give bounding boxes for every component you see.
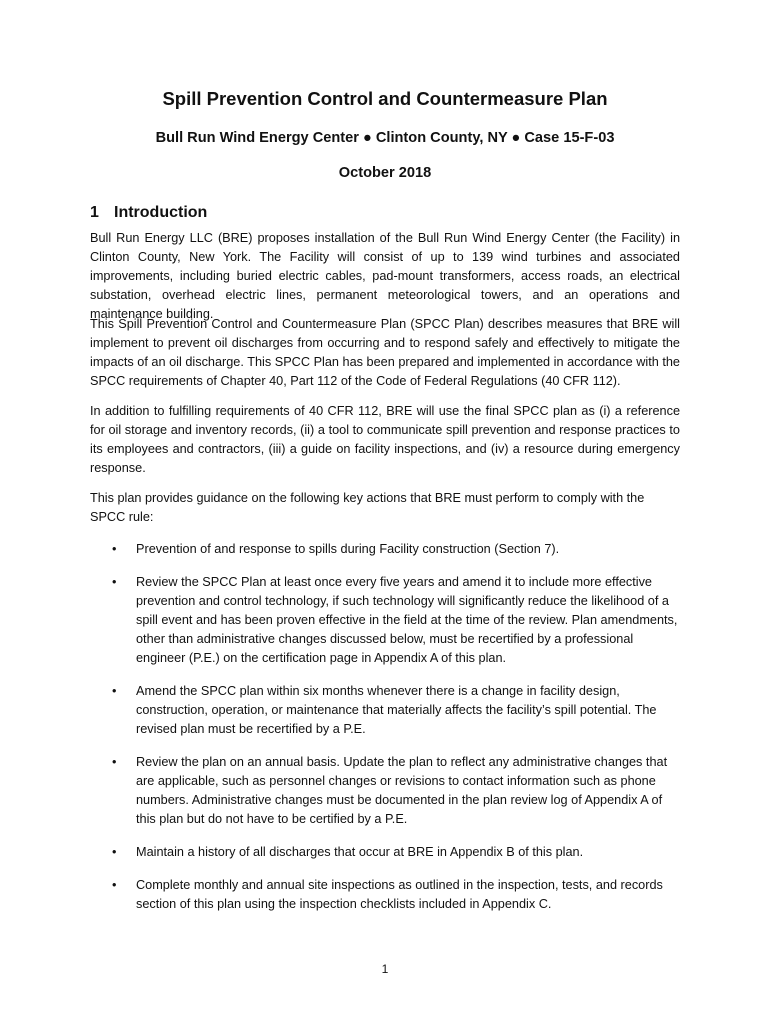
list-item-text: Complete monthly and annual site inspections as outlined in the inspection, tests, and records section of this plan using the inspection checklists included in Appendix C. (136, 878, 663, 911)
list-item (112, 682, 682, 739)
list-item (112, 540, 682, 559)
list-item-text: Amend the SPCC plan within six months whenever there is a change in facility design, construction, operation, or maintenance that materially affects the facility’s spill potential. The revised plan must be recertified by a P.E. (136, 684, 657, 736)
paragraph-uses: In addition to fulfilling requirements of 40 CFR 112, BRE will use the final SPCC plan as (i) a reference for oil storage and inventory records, (ii) a tool to communicate spill prevention and response practices to its employees and contractors, (iii) a guide on facility inspections, and (iv) a resource during emergency response. (90, 404, 680, 475)
page-number: 1 (381, 962, 389, 976)
section-number: 1 (90, 204, 99, 221)
document-date: October 2018 (338, 165, 432, 181)
key-actions-list (112, 540, 682, 928)
list-item-text: Review the plan on an annual basis. Update the plan to reflect any administrative changes that are applicable, such as personnel changes or revisions to contact information such as phone numbers. Administrative changes must be documented in the plan review log of Appendix A of this plan but do not have to be certified by a P.E. (136, 755, 668, 826)
bullet-icon: • (112, 575, 117, 589)
paragraph-spcc-description: This Spill Prevention Control and Countermeasure Plan (SPCC Plan) describes measures that BRE will implement to prevent oil discharges from occurring and to respond safely and effectively to mitigate the impacts of an oil discharge. This SPCC Plan has been prepared and implemented in accordance with the SPCC requirements of Chapter 40, Part 112 of the Code of Federal Regulations (40 CFR 112). (90, 317, 680, 388)
bullet-icon: • (112, 542, 117, 556)
list-item-text: Review the SPCC Plan at least once every five years and amend it to include more effective prevention and control technology, if such technology will significantly reduce the likelihood of a spill event and has been proven effective in the field at the time of the review. Plan amendments, other than administrative changes discussed below, must be recertified by a professional engineer (P.E.) on the certification page in Appendix A of this plan. (136, 575, 678, 665)
bullet-icon: • (112, 878, 117, 892)
list-item-text: Prevention of and response to spills during Facility construction (Section 7). (136, 542, 560, 556)
list-item (112, 753, 682, 829)
document-subtitle: Bull Run Wind Energy Center ● Clinton County, NY ● Case 15-F-03 (155, 130, 615, 146)
bullet-icon: • (112, 755, 117, 769)
section-title: Introduction (114, 204, 208, 221)
paragraph-intro: Bull Run Energy LLC (BRE) proposes installation of the Bull Run Wind Energy Center (the Facility) in Clinton County, New York. The Facility will consist of up to 139 wind turbines and associated improvements, including buried electric cables, pad-mount transformers, access roads, an electrical substation, overhead electric lines, permanent meteorological towers, and an operations and maintenance building. (90, 231, 680, 321)
bullet-icon: • (112, 684, 117, 698)
list-item (112, 843, 682, 862)
bullet-icon: • (112, 845, 117, 859)
list-item (112, 573, 682, 668)
section-heading (90, 204, 207, 222)
document-title: Spill Prevention Control and Countermeasure Plan (162, 88, 608, 109)
list-item (112, 876, 682, 914)
paragraph-key-actions: This plan provides guidance on the following key actions that BRE must perform to comply with the SPCC rule: (90, 491, 645, 524)
list-item-text: Maintain a history of all discharges that occur at BRE in Appendix B of this plan. (136, 845, 584, 859)
